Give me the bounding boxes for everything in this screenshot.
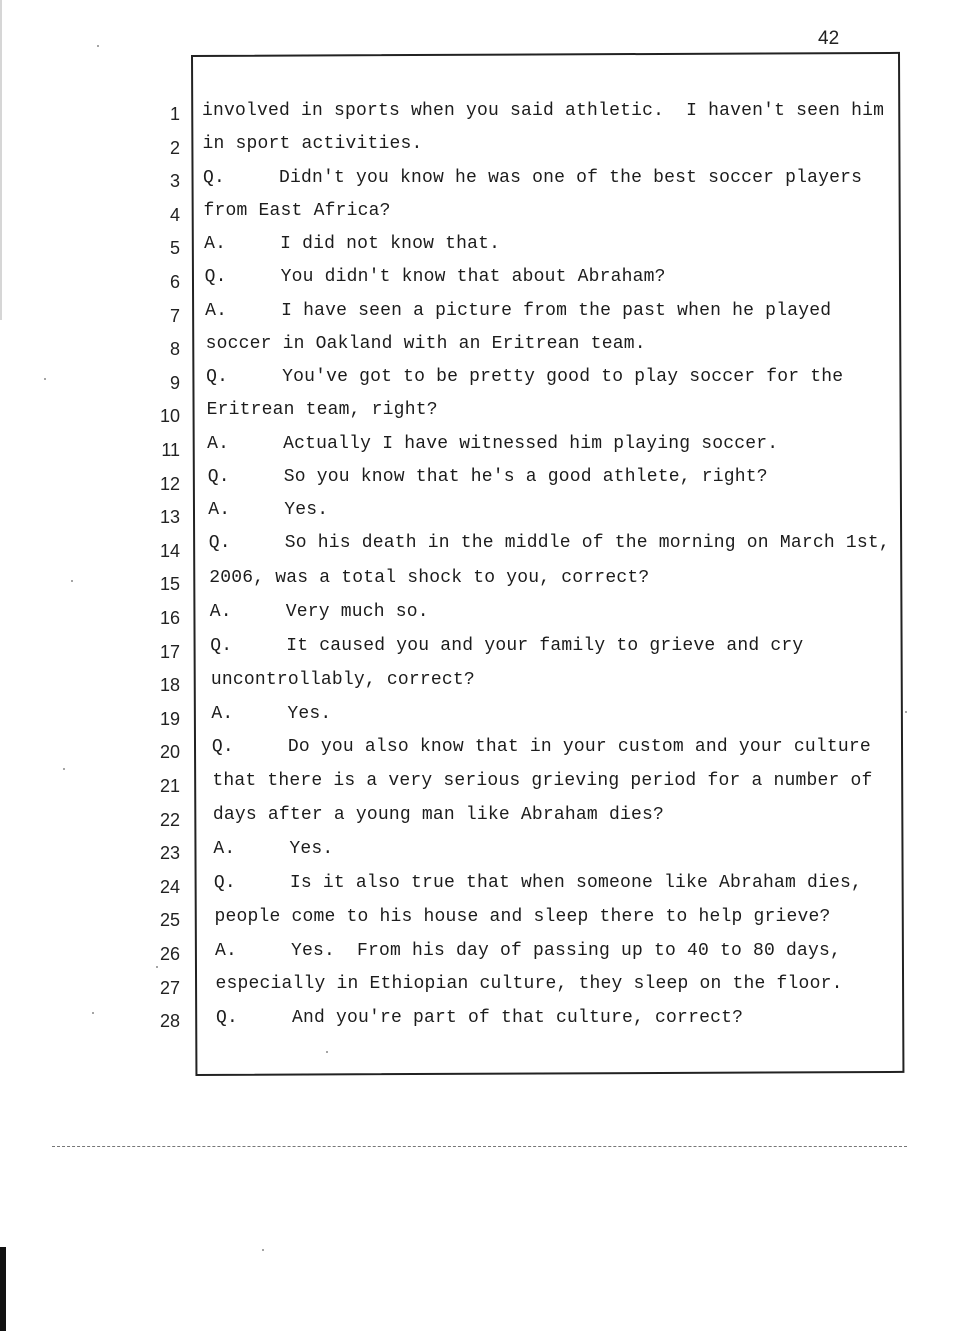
line-content: It caused you and your family to grieve and cry [286,635,804,656]
line-content: Actually I have witnessed him playing soccer. [283,433,779,454]
line-number: 9 [169,372,180,393]
line-number: 21 [159,776,180,796]
transcript-line [212,737,871,757]
scan-speck [92,1012,94,1014]
line-number: 13 [159,507,180,528]
line-content: in sport activities. [202,134,423,155]
line-content: from East Africa? [203,200,391,221]
speaker-label: A. [211,703,234,724]
line-number: 3 [169,171,180,192]
speaker-label: Q. [213,872,236,893]
line-content: Yes. [284,500,329,520]
line-number: 7 [169,305,180,326]
footer-rule [52,1146,907,1148]
scan-speck [63,768,65,770]
speaker-label: A. [204,234,227,254]
transcript-line [214,873,862,893]
speaker-label: Q. [203,167,226,188]
line-number: 28 [159,1011,180,1032]
scan-speck [262,1249,264,1251]
line-content: especially in Ethiopian culture, they sleep on the floor. [215,974,843,995]
line-number: 10 [159,406,180,427]
speaker-label: A. [208,500,231,520]
transcript-line [202,101,884,121]
line-content: So you know that he's a good athlete, right? [283,466,768,487]
line-number: 24 [159,876,180,897]
transcript-line [206,367,843,387]
line-content: uncontrollably, correct? [210,669,475,690]
line-number: 25 [159,910,180,931]
line-content: soccer in Oakland with an Eritrean team. [205,333,646,354]
line-content: days after a young man like Abraham dies? [212,805,664,826]
speaker-label: Q. [216,1008,239,1029]
transcript-line [210,602,429,622]
transcript-line [207,434,778,454]
scan-speck [326,1051,328,1053]
line-number: 18 [159,675,180,696]
transcript-line [213,839,333,859]
transcript-line [203,134,423,154]
line-content: Yes. From his day of passing up to 40 to 80 days, [290,940,842,961]
transcript-line [215,941,841,961]
line-number: 4 [169,204,180,225]
speaker-label: Q. [206,367,229,387]
line-number: 22 [159,809,180,830]
line-number: 16 [159,608,180,628]
line-number: 12 [159,473,180,494]
speaker-label: A. [205,300,228,321]
transcript-line [209,568,649,588]
line-number: 26 [159,944,180,964]
line-content: Is it also true that when someone like Abraham dies, [289,872,863,893]
line-content: Eritrean team, right? [206,400,438,421]
transcript-line [214,907,830,927]
scan-edge-mark [0,1247,6,1331]
line-number: 15 [159,574,180,595]
line-content: I have seen a picture from the past when he played [281,300,832,321]
scan-speck [44,378,46,380]
scan-speck [156,966,158,968]
line-content: I did not know that. [280,234,501,254]
transcript-line [211,704,331,724]
line-number: 19 [159,708,180,729]
line-number: 8 [169,339,180,360]
speaker-label: Q. [211,737,234,758]
line-content: involved in sports when you said athletic. I haven't seen him [202,101,885,121]
line-content: Do you also know that in your custom and your culture [287,737,871,758]
line-content: 2006, was a total shock to you, correct? [209,568,650,589]
page-number: 42 [818,28,840,49]
scan-speck [71,580,73,582]
line-content: Very much so. [285,602,429,622]
transcript-line [215,974,842,994]
transcript-line [209,533,890,553]
speaker-label: A. [209,602,232,622]
transcript-line [211,670,475,690]
speaker-label: Q. [210,635,233,656]
left-edge-shadow [0,0,2,320]
line-number: 27 [159,977,180,998]
line-number: 14 [159,540,180,561]
scan-speck [97,45,99,47]
transcript-line [204,201,391,221]
line-content: Yes. [289,838,334,859]
transcript-line [207,400,438,420]
scan-speck [905,711,907,713]
line-number: 11 [161,440,180,460]
speaker-label: A. [213,838,236,859]
transcript-line [210,636,803,656]
transcript-line [216,1008,743,1028]
transcript-line [208,500,328,520]
line-number: 1 [169,104,180,124]
transcript-line [206,334,646,354]
line-number: 6 [169,272,180,292]
transcript-line [205,301,831,321]
speaker-label: A. [214,940,237,961]
line-content: You didn't know that about Abraham? [280,267,666,288]
line-content: You've got to be pretty good to play soccer for the [282,367,844,387]
line-number: 2 [169,137,180,158]
line-content: people come to his house and sleep there to help grieve? [214,906,831,927]
speaker-label: A. [207,433,230,454]
line-content: So his death in the middle of the morning on March 1st, [284,533,890,554]
line-content: And you're part of that culture, correct? [292,1008,744,1029]
line-content: Yes. [287,703,332,724]
line-number: 23 [159,843,180,864]
transcript-line [213,805,664,825]
line-number: 17 [159,641,180,662]
transcript-line [208,467,768,487]
speaker-label: Q. [208,533,231,554]
line-number: 20 [159,742,180,763]
transcript-line [204,234,500,254]
transcript-line [212,771,872,791]
line-content: that there is a very serious grieving period for a number of [212,771,873,792]
transcript-line [203,168,862,188]
speaker-label: Q. [204,267,227,288]
speaker-label: Q. [207,466,230,487]
line-number: 5 [169,238,180,259]
transcript-line [205,267,666,287]
line-content: Didn't you know he was one of the best soccer players [279,167,863,188]
